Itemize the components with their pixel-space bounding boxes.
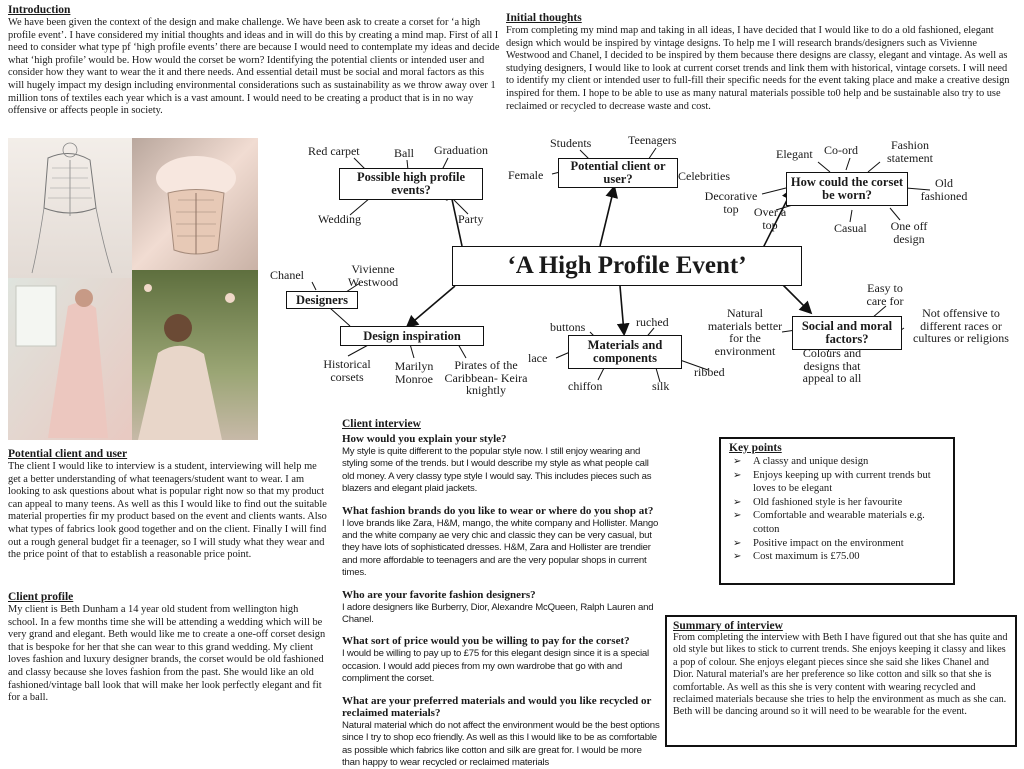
node-potential-client: Potential client or user? xyxy=(558,158,678,188)
interview-answer: Natural material which do not affect the environment would be the best options since I try to shop eco friendly. As well as this I would like to be as comfortable as possible which fabrics like cotton and silk are great for. I would be more than happy to wear recycled or reclaimed materials xyxy=(342,719,660,768)
profile-heading: Client profile xyxy=(8,591,74,603)
label-ball: Ball xyxy=(394,146,414,160)
key-point-item: ➢ Enjoys keeping up with current trends but loves to be elegant xyxy=(741,469,945,496)
interview-answer: I love brands like Zara, H&M, mango, the white company and Hollister. Mango and the white company ae very chic and classic they can be very casual, but they have lots of sophisticated dresses. H&M, Zara and Hollister are trendier and more affordable to teenagers and are the very popular shops in current times. xyxy=(342,517,659,579)
interview-question: How would you explain your style? xyxy=(342,433,507,445)
summary-text: From completing the interview with Beth I have figured out that she has quite and old style but likes to stick to current trends. She enjoys keeping it classy and likes a pop of colour. She enjoys elegant pieces since she said she likes Chanel and Dior. Natural material's are her preference so like cotton and silk so that she is comfortable. As well as this she is very content with wearing recycled and reclaimed materials because she tries to help the environment as much as she can. Beth will be dancing around so it will need to be wearable for the event. xyxy=(673,632,1008,718)
profile-text: My client is Beth Dunham a 14 year old student from wellington high school. In a few months time she will be attending a wedding which will be very grand and elegant. Beth would like me to create a one-off corset design that is bespoke for her that she can wear to this grand wedding. My client loves fashion and luxury designer brands, the corset would be old fashioned and classy because she loves fashion from the past. She would like an old fashioned/vintage ball look that will make her look perfectly elegant and fit for a ball. xyxy=(8,604,326,704)
label-teenagers: Teenagers xyxy=(628,133,677,147)
label-students: Students xyxy=(550,136,592,150)
interview-question: What sort of price would you be willing to pay for the corset? xyxy=(342,635,630,648)
label-wedding: Wedding xyxy=(318,212,362,226)
key-point-item: ➢ Old fashioned style is her favourite xyxy=(741,496,945,510)
potential-heading: Potential client and user xyxy=(8,448,128,460)
label-chiffon: chiffon xyxy=(568,379,603,393)
label-pirates: Pirates of the Caribbean- Keira knightly xyxy=(444,358,528,397)
node-materials-components: Materials and components xyxy=(568,335,682,369)
key-points-list xyxy=(729,455,945,564)
summary-heading: Summary of interview xyxy=(673,620,783,632)
label-casual: Casual xyxy=(834,221,867,235)
intro-heading: Introduction xyxy=(8,4,71,16)
label-lace: lace xyxy=(528,351,548,365)
label-natural-materials: Natural materials better for the environment xyxy=(707,306,783,358)
node-possible-events: Possible high profile events? xyxy=(339,168,483,200)
label-vivienne: Vivienne Westwood xyxy=(347,262,399,289)
key-point-item: ➢ Comfortable and wearable materials e.g. cotton xyxy=(741,509,945,536)
label-silk: silk xyxy=(652,379,670,393)
node-corset-worn: How could the corset be worn? xyxy=(786,172,908,206)
key-point-item: ➢ A classy and unique design xyxy=(741,455,945,469)
node-social-moral: Social and moral factors? xyxy=(792,316,902,350)
initial-text: From completing my mind map and taking in all ideas, I have decided that I would like to do a old fashioned, elegant design which would be inspired by vintage designs. To help me I will research brands/designers such as Vivienne Westwood and Chanel, I decided to be inspired by them because there designs are classy, elegant and vintage. As well as studying designers, I would like to look at current corset trends and link them with historical, vintage corsets. I will need to identify my client or intended user to full-fill their specific needs for the event taking place and make a creative design inspired for them. I hope to be able to use as many natural materials possible to0 help and be sustainable also try to use reclaimed or recycled to decrease waste and cost. xyxy=(506,25,1010,112)
interview-question: Who are your favorite fashion designers? xyxy=(342,588,536,601)
key-point-item: ➢ Cost maximum is £75.00 xyxy=(741,550,945,564)
label-party: Party xyxy=(458,212,484,226)
label-over-a-top: Over a top xyxy=(753,205,787,232)
potential-text: The client I would like to interview is a student, interviewing will help me get a better understanding of what teenagers/student want to wear. I am looking to ask questions about what is popular right now so that my product can appeal to many teens. As well as this I would like to find out the suitable material properties fir my product based on the event and clients wants. Also what types of fabrics look good together and on the client. Finally I will find out a rough general budget fir a teenager, so I will study what they wear and the price point of that to establish a reasonable price point. xyxy=(8,461,327,561)
label-red-carpet: Red carpet xyxy=(308,144,360,158)
initial-heading: Initial thoughts xyxy=(506,12,582,24)
interview-question: What fashion brands do you like to wear or where do you shop at? xyxy=(342,504,654,517)
node-designers: Designers xyxy=(286,291,358,309)
interview-answer: My style is quite different to the popular style now. I still enjoy wearing and styling some of the trends. but I would describe my style as what people call old money. A very classy type style I would say. This includes pieces such as blazers and elegant plaid jackets. xyxy=(342,446,652,495)
label-chanel: Chanel xyxy=(270,268,304,282)
label-fashion-statement: Fashion statement xyxy=(887,138,933,165)
interview-heading: Client interview xyxy=(342,418,421,430)
intro-text: We have been given the context of the design and make challenge. We have been ask to create a corset for ‘a high profile event’. I have considered my initial thoughts and ideas and in will do this by creating a mind map. First of all I need to consider what type pf ‘high profile events’ there are because I would need to contemplate my ideas and decide what ‘high profile’ would be. How would the corset be worn? Identifying the potential clients or intended user and consider how they want to wear the it and there needs. And essential detail must be social and moral factors as this will hugely impact my design including environmental considerations such as sustainability as we throw away over 1 million tons of textiles each year which is a vast amount. I would need to be creating a product that is in no way offensive or affects people in society. xyxy=(8,17,500,117)
node-design-inspiration: Design inspiration xyxy=(340,326,484,346)
label-historical: Historical corsets xyxy=(323,357,371,384)
label-marilyn: Marilyn Monroe xyxy=(394,359,434,386)
label-one-off: One off design xyxy=(890,219,928,246)
label-elegant: Elegant xyxy=(776,147,813,161)
label-celebrities: Celebrities xyxy=(678,169,730,183)
label-buttons: buttons xyxy=(550,320,586,334)
key-points-heading: Key points xyxy=(729,442,782,454)
label-not-offensive: Not offensive to different races or cultures or religions xyxy=(913,306,1009,345)
key-points-box xyxy=(719,437,955,585)
mind-map-center: ‘A High Profile Event’ xyxy=(452,246,802,286)
interview-qa-list xyxy=(342,433,660,769)
label-easy-care: Easy to care for xyxy=(866,281,904,308)
label-ruched: ruched xyxy=(636,315,669,329)
label-female: Female xyxy=(508,168,544,182)
interview-answer: I adore designers like Burberry, Dior, Alexandre McQueen, Ralph Lauren and Chanel. xyxy=(342,601,654,626)
label-ribbed: ribbed xyxy=(694,365,725,379)
summary-box xyxy=(665,615,1017,747)
label-old-fashioned: Old fashioned xyxy=(920,176,968,203)
key-point-item: ➢ Positive impact on the environment xyxy=(741,537,945,551)
interview-answer: I would be willing to pay up to £75 for this elegant design since it is a special occasion. I would add pieces from my own wardrobe that go with and compliment the corset. xyxy=(342,648,649,685)
label-decorative-top: Decorative top xyxy=(704,189,758,216)
label-graduation: Graduation xyxy=(434,143,488,157)
label-colours: Colours and designs that appeal to all xyxy=(802,346,862,385)
label-coord: Co-ord xyxy=(824,143,858,157)
interview-question: What are your preferred materials and would you like recycled or reclaimed materials? xyxy=(342,694,652,719)
